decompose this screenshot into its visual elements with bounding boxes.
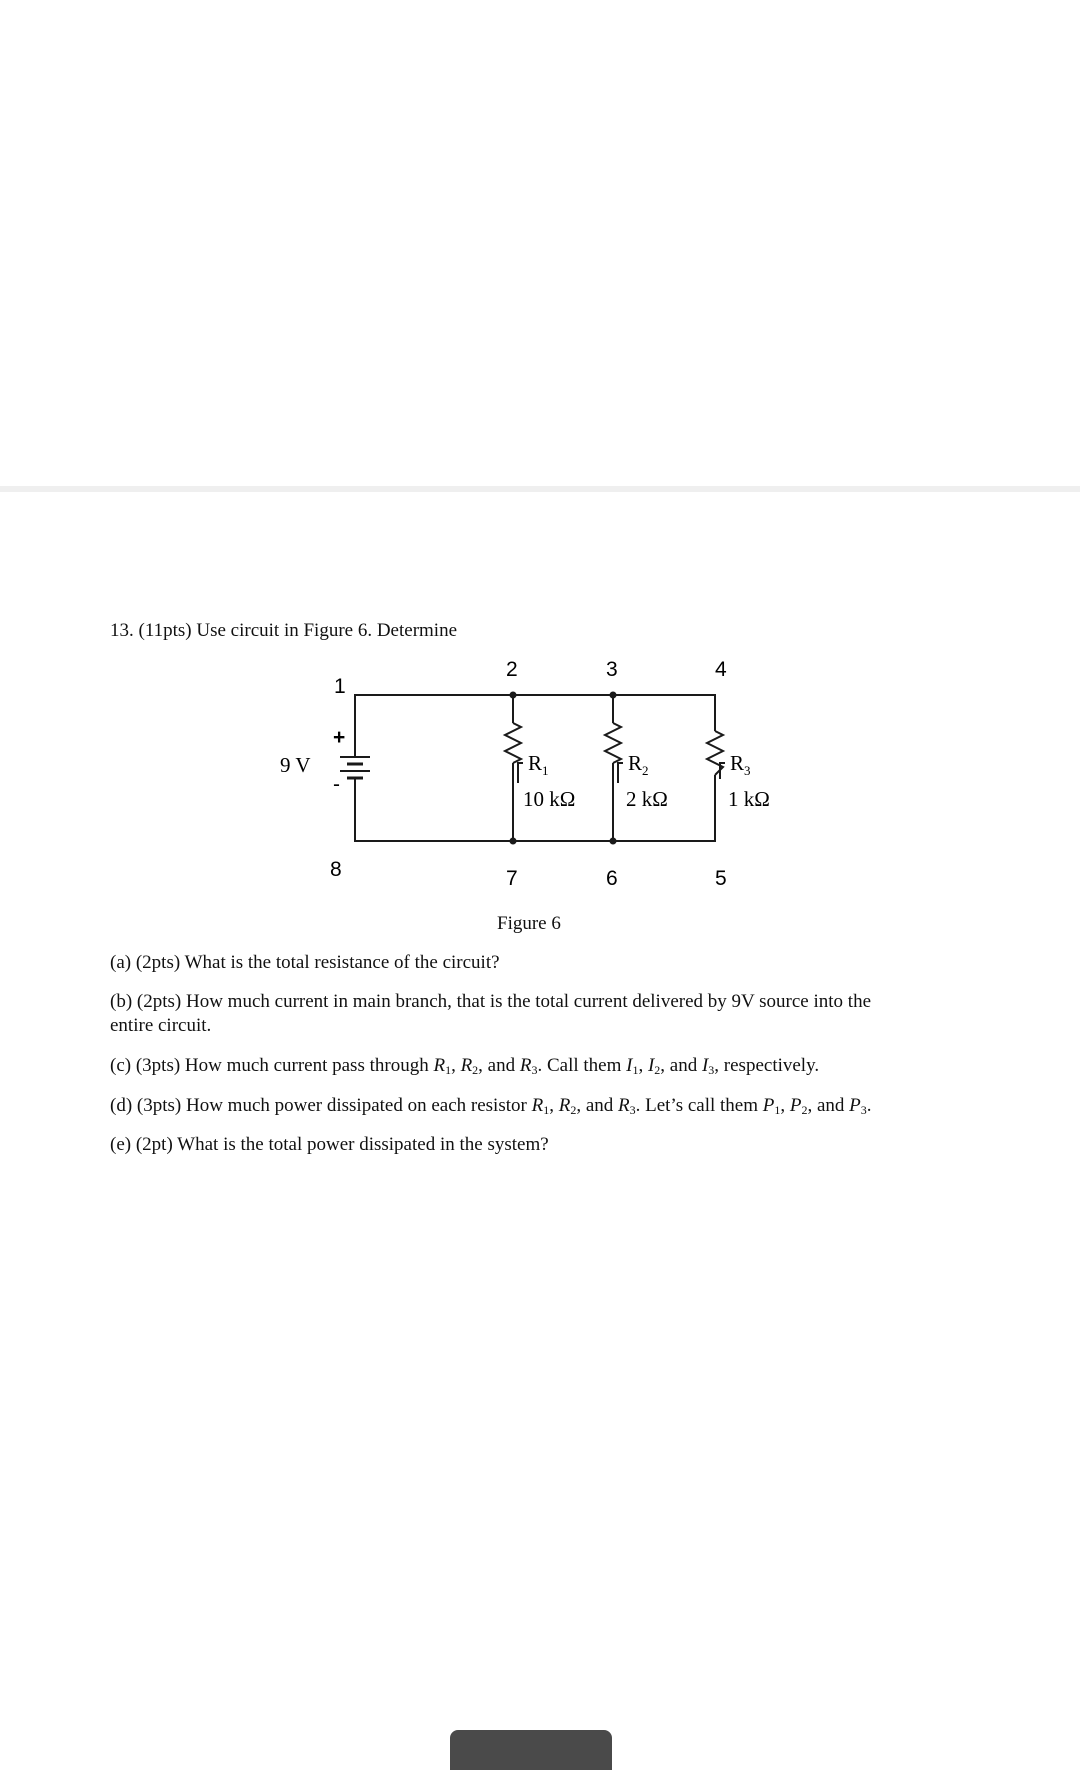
node-label-8: 8 xyxy=(330,858,342,881)
battery-symbol xyxy=(340,757,370,778)
r3-value: 1 kΩ xyxy=(728,787,770,811)
battery-plus: + xyxy=(333,726,346,749)
node-label-6: 6 xyxy=(606,867,618,890)
part-d: (d) (3pts) How much power dissipated on each resistor $R_1$, $R_2$, and $R_3$. Let’s call them $P_1$, $P_2$, and $P_3$. xyxy=(110,1095,872,1117)
junction-dot-7 xyxy=(510,838,517,845)
r2-value: 2 kΩ xyxy=(626,787,668,811)
part-a: (a) (2pts) What is the total resistance of the circuit? xyxy=(110,952,500,973)
figure-caption: Figure 6 xyxy=(497,913,561,934)
r3-label: $R_3$ xyxy=(730,751,751,778)
part-b-line1: (b) (2pts) How much current in main branch, that is the total current delivered by 9V source into the xyxy=(110,991,872,1012)
r1-value: 10 kΩ xyxy=(523,787,576,811)
node-label-3: 3 xyxy=(606,658,618,681)
section-divider xyxy=(0,486,1080,492)
junction-dot-2 xyxy=(510,692,517,699)
battery-minus: - xyxy=(333,773,340,796)
part-e: (e) (2pt) What is the total power dissipated in the system? xyxy=(110,1134,549,1155)
bottom-action-bar[interactable] xyxy=(450,1730,612,1770)
r2-label: $R_2$ xyxy=(628,751,649,778)
node-label-5: 5 xyxy=(715,867,727,890)
junction-dot-3 xyxy=(610,692,617,699)
node-label-1: 1 xyxy=(334,675,346,698)
node-label-2: 2 xyxy=(506,658,518,681)
junction-dot-6 xyxy=(610,838,617,845)
part-c: (c) (3pts) How much current pass through $R_1$, $R_2$, and $R_3$. Call them $I_1$, $I_2$, and $I_3$, respectively. xyxy=(110,1055,820,1077)
node-label-4: 4 xyxy=(715,658,727,681)
source-voltage-label: 9 V xyxy=(280,753,311,777)
question-title: 13. (11pts) Use circuit in Figure 6. Determine xyxy=(110,620,458,641)
r1-label: $R_1$ xyxy=(528,751,549,778)
node-label-7: 7 xyxy=(506,867,518,890)
circuit-diagram xyxy=(270,655,790,890)
part-b-line2: entire circuit. xyxy=(110,1015,212,1036)
